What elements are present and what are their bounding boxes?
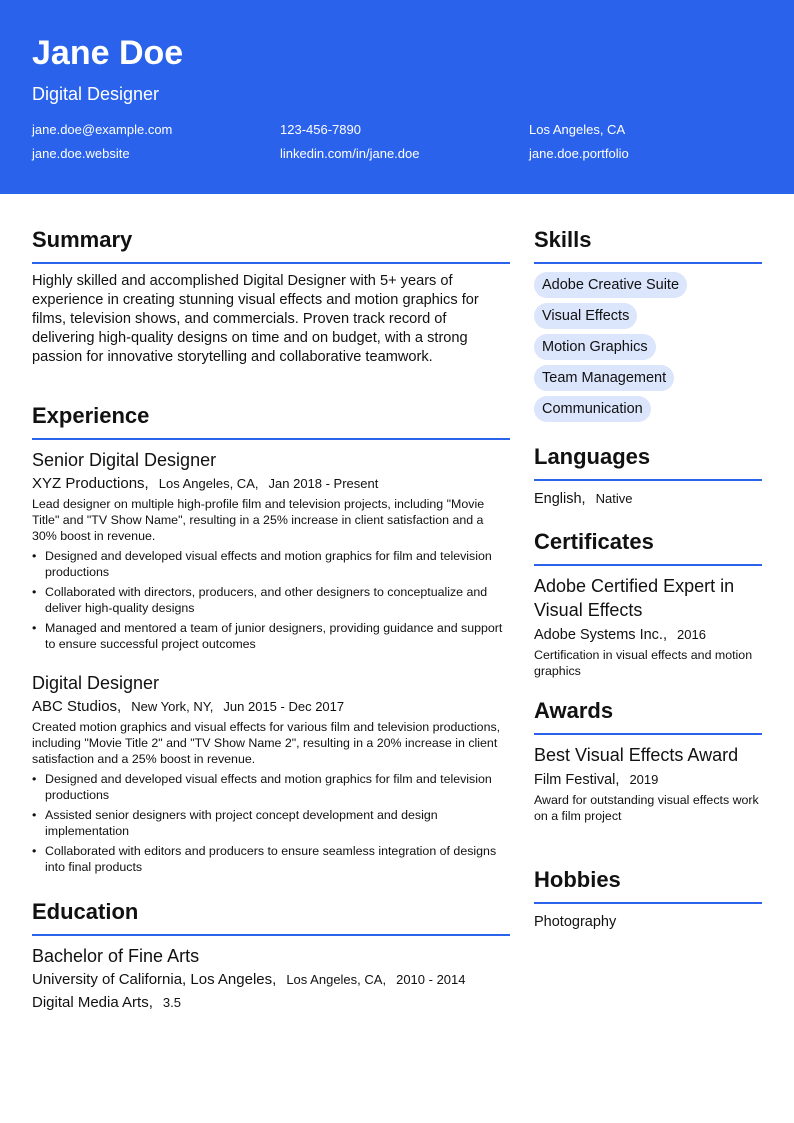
skill-tag: Visual Effects: [534, 303, 637, 329]
skill-tag: Team Management: [534, 365, 674, 391]
job-bullet: • Collaborated with editors and producers to ensure seamless integration of designs into final products: [32, 843, 510, 875]
language-name: English,: [534, 491, 586, 507]
certificates-divider: [534, 564, 762, 566]
job-location: New York, NY,: [131, 699, 214, 714]
job-bullet: • Designed and developed visual effects and motion graphics for film and television productions: [32, 548, 510, 580]
job-description: Created motion graphics and visual effects for various film and television productions, including "Movie Title 2" and "TV Show Name 2", resulting in a 20% increase in client satisfaction and a 25% boost in revenue.: [32, 720, 501, 766]
education-meta: [32, 971, 466, 989]
job-meta: [32, 475, 510, 493]
award-year: 2019: [629, 772, 659, 787]
job-bullet: • Designed and developed visual effects and motion graphics for film and television productions: [32, 771, 510, 803]
job-bullet: • Managed and mentored a team of junior designers, providing guidance and support to ensure successful project outcomes: [32, 620, 510, 652]
certificate-title: Adobe Certified Expert in Visual Effects: [534, 576, 735, 620]
experience-divider: [32, 438, 510, 440]
awards-divider: [534, 733, 762, 735]
resume-header: [0, 0, 794, 194]
job-dates: Jan 2018 - Present: [268, 476, 379, 491]
award-description: Award for outstanding visual effects work on a film project: [534, 793, 759, 823]
job-bullets: [32, 771, 510, 875]
education-entry: [32, 945, 466, 1012]
education-divider: [32, 934, 510, 936]
award-title: Best Visual Effects Award: [534, 745, 739, 765]
certificate-issuer: Adobe Systems Inc.,: [534, 627, 667, 643]
contact-phone[interactable]: 123-456-7890: [280, 122, 361, 137]
certificate-year: 2016: [677, 627, 706, 642]
award-meta: [534, 771, 762, 789]
contact-email[interactable]: jane.doe@example.com: [32, 122, 173, 137]
hobby-item: Photography: [534, 914, 617, 930]
job-bullet: • Assisted senior designers with project concept development and design implementation: [32, 807, 510, 839]
award-entry: [534, 743, 762, 824]
job-entry: [32, 449, 510, 656]
job-bullets: [32, 548, 510, 652]
education-gpa: 3.5: [162, 995, 181, 1010]
certificates-heading: Certificates: [534, 529, 654, 554]
summary-heading: Summary: [32, 227, 133, 252]
job-title: Senior Digital Designer: [32, 450, 217, 470]
job-description: Lead designer on multiple high-profile film and television projects, including "Movie Title" and "TV Show Name", resulting in a 25% increase in client satisfaction and a 30% boost in revenue.: [32, 497, 485, 543]
education-major: Digital Media Arts,: [32, 994, 153, 1011]
contact-portfolio[interactable]: jane.doe.portfolio: [529, 146, 629, 161]
contact-website[interactable]: jane.doe.website: [32, 146, 130, 161]
language-level: Native: [595, 491, 633, 506]
job-dates: Jun 2015 - Dec 2017: [223, 699, 345, 714]
job-meta: [32, 698, 510, 716]
hobbies-divider: [534, 902, 762, 904]
candidate-name: Jane Doe: [32, 34, 184, 72]
job-title: Digital Designer: [32, 673, 160, 693]
experience-heading: Experience: [32, 403, 150, 428]
hobbies-heading: Hobbies: [534, 867, 621, 892]
education-dates: 2010 - 2014: [396, 972, 466, 987]
skills-heading: Skills: [534, 227, 592, 252]
job-company: ABC Studios,: [32, 698, 122, 715]
languages-heading: Languages: [534, 444, 651, 469]
certificate-description: Certification in visual effects and motion graphics: [534, 648, 753, 678]
skill-tag: Adobe Creative Suite: [534, 272, 687, 298]
job-company: XYZ Productions,: [32, 475, 149, 492]
education-major-row: [32, 994, 466, 1012]
summary-text: Highly skilled and accomplished Digital Designer with 5+ years of experience in creating stunning visual effects and motion graphics for films, television shows, and commercials. Proven track record of delivering high-quality designs on time and on budget, with a strong passion for innovative storytelling and collaborative teamwork.: [32, 273, 479, 365]
school-name: University of California, Los Angeles,: [32, 971, 277, 988]
school-location: Los Angeles, CA,: [286, 972, 387, 987]
education-heading: Education: [32, 899, 139, 924]
award-issuer: Film Festival,: [534, 772, 620, 788]
skill-tag: Motion Graphics: [534, 334, 656, 360]
degree-title: Bachelor of Fine Arts: [32, 946, 200, 966]
certificate-meta: [534, 626, 762, 644]
candidate-title: Digital Designer: [32, 84, 160, 104]
job-location: Los Angeles, CA,: [158, 476, 259, 491]
awards-heading: Awards: [534, 698, 614, 723]
skill-tag: Communication: [534, 396, 651, 422]
skills-divider: [534, 262, 762, 264]
language-entry: [534, 490, 632, 508]
contact-linkedin[interactable]: linkedin.com/in/jane.doe: [280, 146, 420, 161]
certificate-entry: [534, 574, 762, 679]
job-bullet: • Collaborated with directors, producers, and other designers to conceptualize and deliver high-quality designs: [32, 584, 510, 616]
contact-location: Los Angeles, CA: [529, 122, 626, 137]
summary-divider: [32, 262, 510, 264]
job-entry: [32, 672, 510, 879]
languages-divider: [534, 479, 762, 481]
